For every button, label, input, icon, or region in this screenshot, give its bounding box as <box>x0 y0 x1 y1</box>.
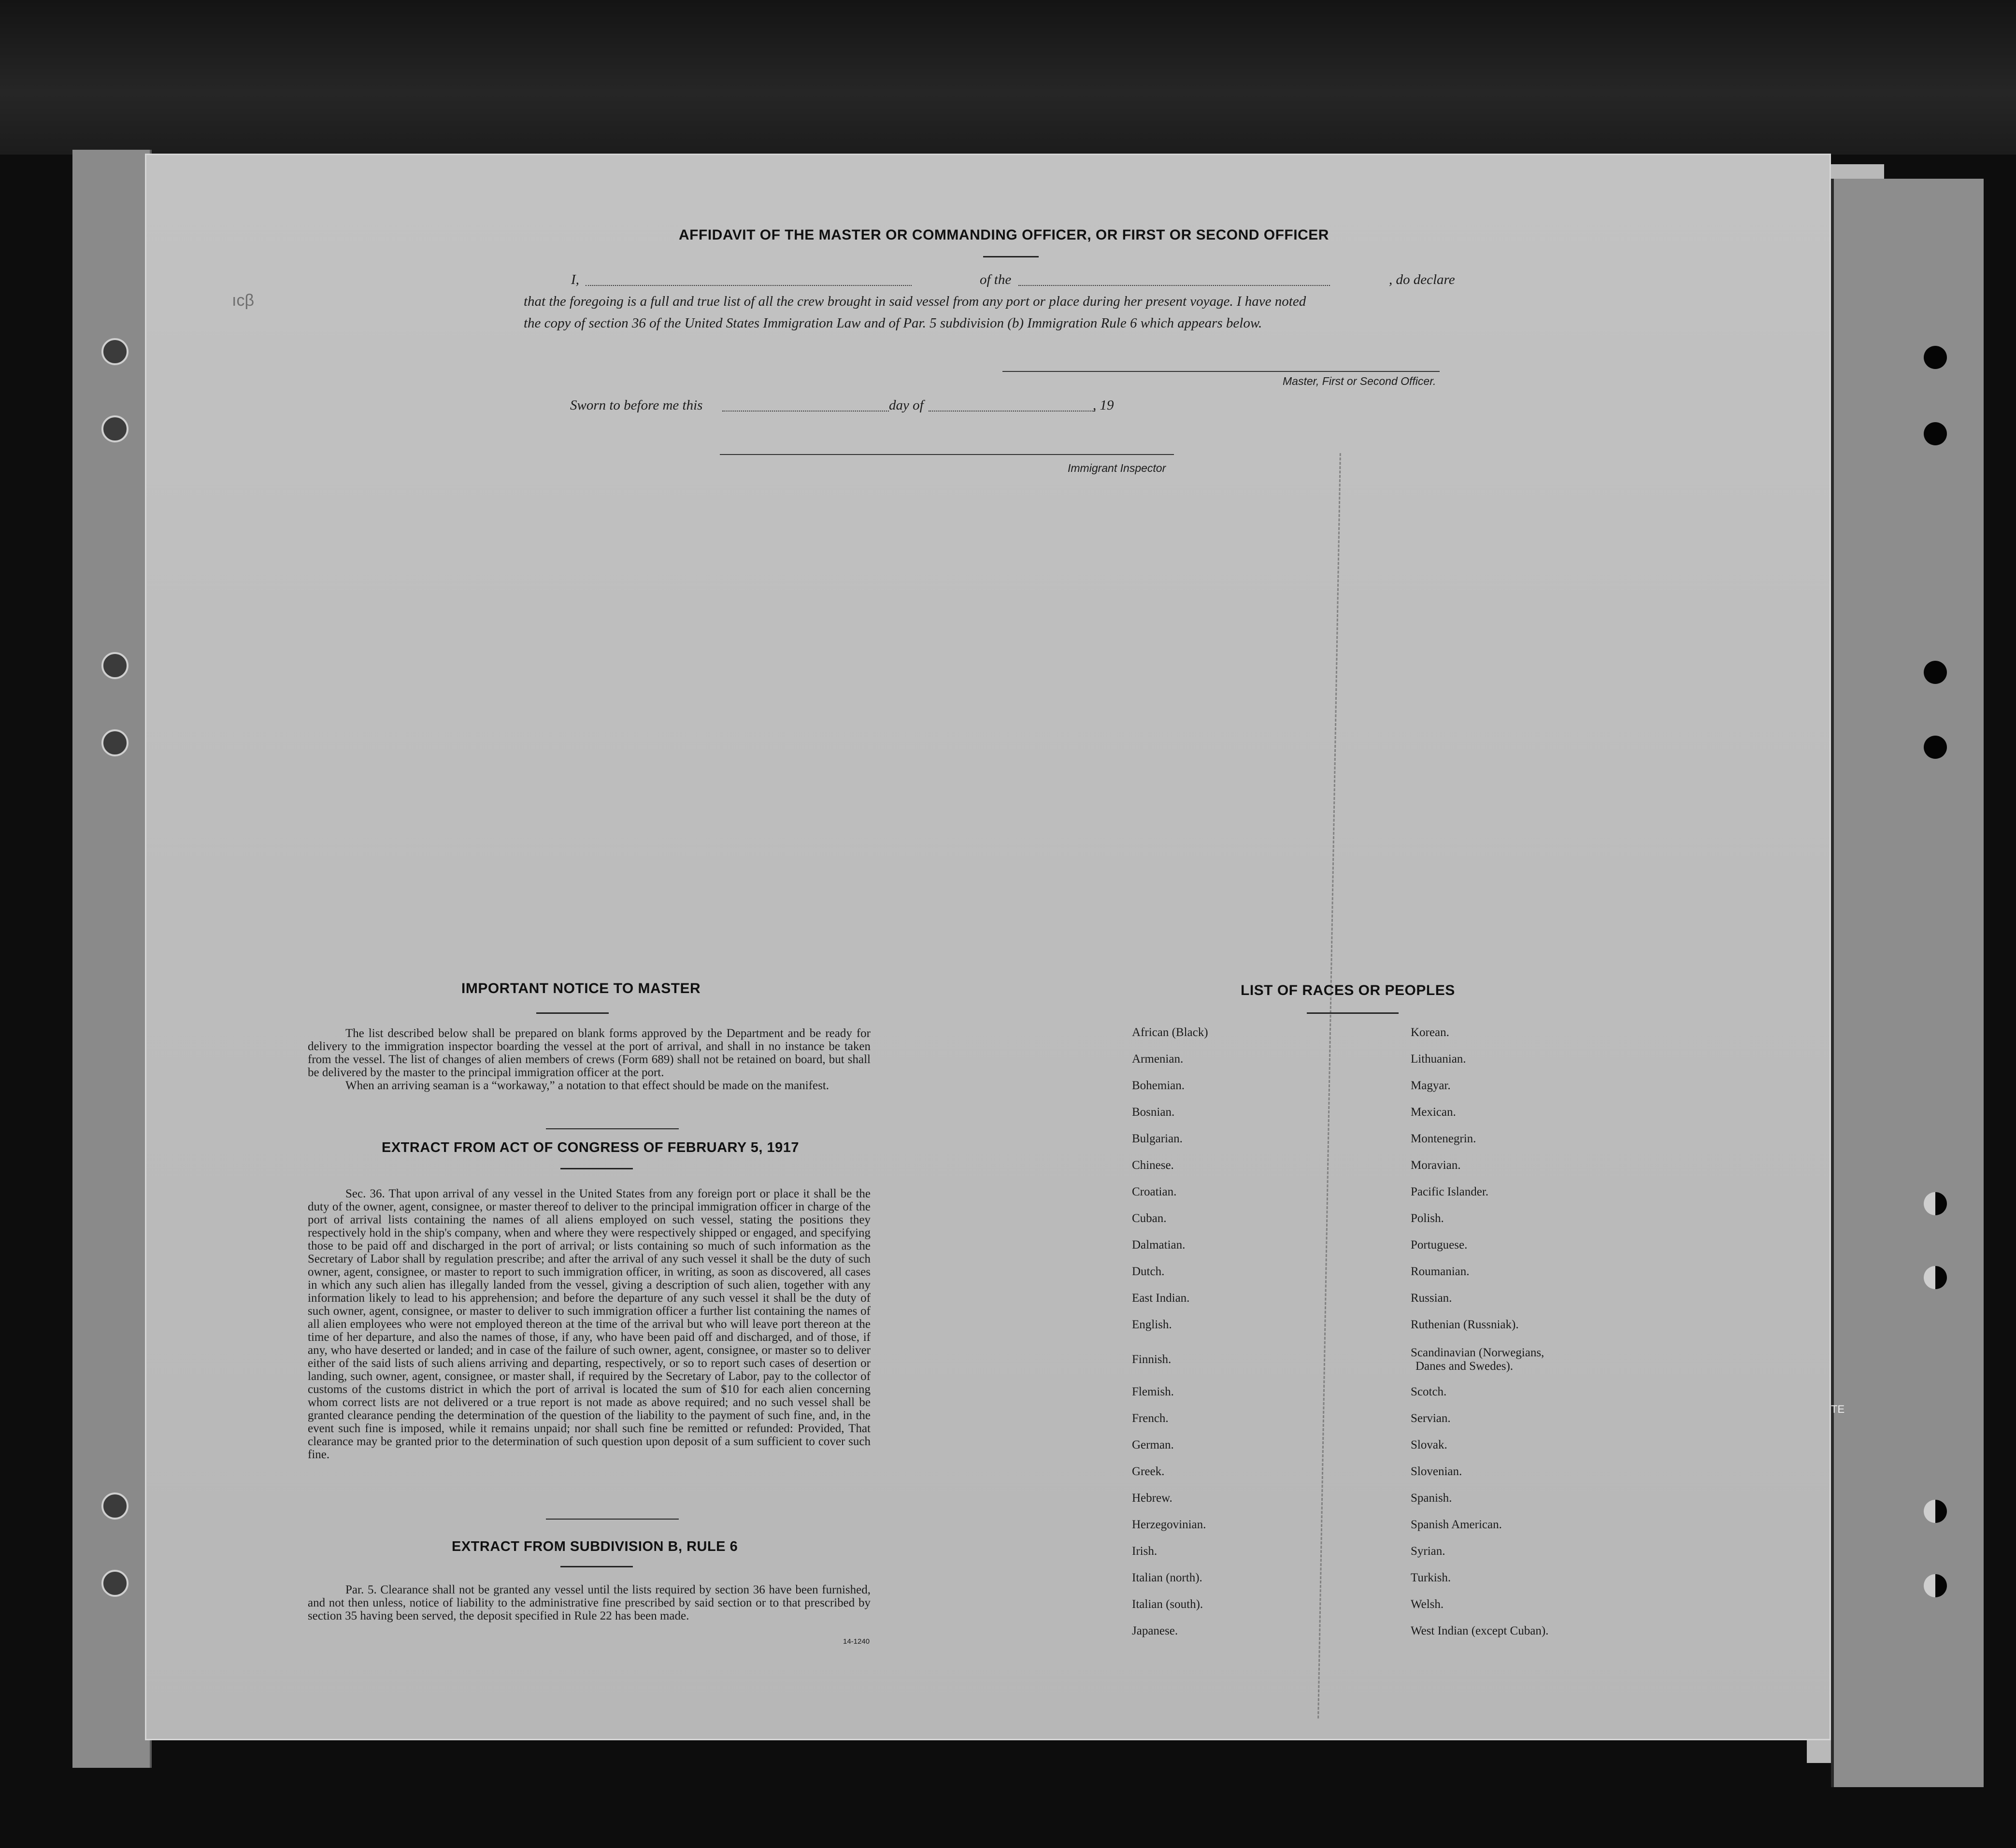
race-item-left: Finnish. <box>1132 1353 1172 1366</box>
race-item-left: African (Black) <box>1132 1026 1208 1039</box>
punch-hole <box>1924 661 1947 684</box>
race-item-left: Bulgarian. <box>1132 1132 1183 1145</box>
race-item-right: Pacific Islander. <box>1411 1185 1489 1198</box>
affidavit-title: AFFIDAVIT OF THE MASTER OR COMMANDING OFFICER, OR FIRST OR SECOND OFFICER <box>679 227 1329 243</box>
races-rule <box>1307 1012 1399 1014</box>
extract-act-title: EXTRACT FROM ACT OF CONGRESS OF FEBRUARY 5, 1917 <box>382 1140 800 1155</box>
race-item-left: Cuban. <box>1132 1212 1167 1225</box>
section-36-text: Sec. 36. That upon arrival of any vessel in the United States from any foreign port or place it shall be the duty of the owner, agent, consignee, or master thereof to deliver to the principal immigration officer in charge of the port of arrival lists containing the names of all aliens employed on such vessel, stating the positions they respectively hold in the ship's company, when and where they were respectively shipped or engaged, and specifying those to be paid off and discharged in the port of arrival; or lists containing so much of such information as the Secretary of Labor shall by regulation prescribe; and after the arrival of any such vessel it shall be the duty of such owner, agent, consignee, or master to report to such immigration officer, in writing, as soon as discovered, all cases in which any such alien has illegally landed from the vessel, giving a description of such alien, together with any information likely to lead to his apprehension; and before the departure of any such vessel it shall be the duty of such owner, agent, consignee, or master to deliver to such immigration officer a further list containing the names of all alien employees who were not employed thereon at the time of the arrival but who will leave port thereon at the time of her departure, and also the names of those, if any, who have been paid off and discharged, and of those, if any, who have deserted or landed; and in case of the failure of such owner, agent, consignee, or master so to deliver either of the said lists of such aliens arriving and departing, respectively, or so to report such cases of desertion or landing, such owner, agent, consignee, or master shall, if required by the Secretary of Labor, pay to the collector of customs of the customs district in which the port of arrival is located the sum of $10 for each alien concerning whom correct lists are not delivered or a true report is not made as above required; and no such vessel shall be granted clearance pending the determination of the question of the liability to the payment of such fine, and, in the event such fine is imposed, while it remains unpaid; nor shall such fine be remitted or refunded: Provided, That clearance may be granted prior to the determination of such question upon deposit of a sum sufficient to cover such fine. <box>308 1187 871 1461</box>
race-item-right: Turkish. <box>1411 1571 1451 1584</box>
affidavit-line3: the copy of section 36 of the United States Immigration Law and of Par. 5 subdivision (b) Immigration Rule 6 which appears below. <box>524 315 1262 331</box>
binding-hole <box>101 729 129 756</box>
race-item-right: Montenegrin. <box>1411 1132 1476 1145</box>
race-item-right: Polish. <box>1411 1212 1444 1225</box>
race-item-left: German. <box>1132 1438 1174 1451</box>
notice-rule <box>536 1012 609 1014</box>
race-item-right: Lithuanian. <box>1411 1052 1466 1066</box>
underlying-sheet-edge <box>1831 179 1984 1787</box>
notice-paragraph-2: When an arriving seaman is a “workaway,” a notation to that effect should be made on the manifest. <box>345 1079 829 1092</box>
races-title: LIST OF RACES OR PEOPLES <box>1241 982 1455 998</box>
punch-hole <box>1924 1500 1947 1523</box>
race-item-left: English. <box>1132 1318 1172 1331</box>
punch-hole <box>1924 1266 1947 1289</box>
inspector-label: Immigrant Inspector <box>1068 462 1166 474</box>
margin-mark: ıcβ <box>232 291 255 310</box>
race-item-left: Dalmatian. <box>1132 1238 1186 1251</box>
edge-text: TE <box>1831 1403 1845 1415</box>
race-item-right: Syrian. <box>1411 1545 1445 1558</box>
extract-act-text <box>308 1187 871 1461</box>
signature-label: Master, First or Second Officer. <box>1283 375 1436 387</box>
sworn-text: Sworn to before me this <box>570 398 703 413</box>
binding-hole <box>101 1493 129 1520</box>
race-item-left: French. <box>1132 1412 1169 1425</box>
race-item-left: Greek. <box>1132 1465 1165 1478</box>
sworn-month-line <box>929 410 1095 412</box>
punch-hole <box>1924 346 1947 369</box>
vessel-line <box>1018 284 1330 286</box>
extract-rule-text <box>308 1583 871 1622</box>
race-item-right: Welsh. <box>1411 1598 1444 1611</box>
race-item-right: Korean. <box>1411 1026 1449 1039</box>
race-item-right: Portuguese. <box>1411 1238 1468 1251</box>
race-item-left: Bohemian. <box>1132 1079 1185 1092</box>
punch-hole <box>1924 1574 1947 1597</box>
race-item-right: Magyar. <box>1411 1079 1451 1092</box>
race-item-right: Mexican. <box>1411 1106 1456 1119</box>
race-item-left: East Indian. <box>1132 1292 1190 1305</box>
document-page <box>145 154 1831 1740</box>
affidavit-of-the: of the <box>980 272 1012 287</box>
section-rule <box>546 1519 679 1520</box>
name-line <box>586 284 912 286</box>
race-item-right: Slovak. <box>1411 1438 1447 1451</box>
race-item-right: Ruthenian (Russniak). <box>1411 1318 1519 1331</box>
form-number: 14-1240 <box>843 1637 870 1646</box>
race-item-left: Herzegovinian. <box>1132 1518 1206 1531</box>
punch-hole <box>1924 1192 1947 1215</box>
race-item-left: Dutch. <box>1132 1265 1165 1278</box>
notice-paragraph-1: The list described below shall be prepared on blank forms approved by the Department and be ready for delivery to the immigration inspector boarding the vessel at the port of arrival, and shall in no instance be taken from the vessel. The list of changes of alien members of crews (Form 689) shall not be retained on board, but shall be delivered by the master to the principal immigration officer at the port. <box>308 1027 871 1079</box>
sworn-day-of: day of <box>889 398 924 413</box>
binding-hole <box>101 652 129 679</box>
binding-hole <box>101 415 129 442</box>
title-rule <box>983 256 1039 257</box>
punch-hole <box>1924 422 1947 445</box>
signature-line <box>1002 370 1440 372</box>
race-item-left: Hebrew. <box>1132 1492 1172 1505</box>
race-item-left: Irish. <box>1132 1545 1158 1558</box>
race-item-left: Chinese. <box>1132 1159 1174 1172</box>
race-item-right: Moravian. <box>1411 1159 1461 1172</box>
punch-hole <box>1924 736 1947 759</box>
race-item-right: Scandinavian (Norwegians, <box>1411 1346 1544 1359</box>
race-item-left: Japanese. <box>1132 1624 1178 1637</box>
extract-act-rule <box>560 1168 633 1169</box>
affidavit-i: I, <box>571 272 579 287</box>
race-item-right: West Indian (except Cuban). <box>1411 1624 1549 1637</box>
race-item-left: Italian (south). <box>1132 1598 1203 1611</box>
race-item-left: Croatian. <box>1132 1185 1177 1198</box>
sworn-day-line <box>722 410 889 412</box>
race-item-right: Spanish American. <box>1411 1518 1502 1531</box>
binding-edge <box>72 150 152 1768</box>
notice-title: IMPORTANT NOTICE TO MASTER <box>461 981 701 996</box>
binding-hole <box>101 1570 129 1597</box>
race-item-right: Slovenian. <box>1411 1465 1462 1478</box>
race-item-right: Scotch. <box>1411 1385 1447 1398</box>
inspector-line <box>720 453 1174 455</box>
sworn-year: , 19 <box>1093 398 1114 413</box>
race-item-right: Danes and Swedes). <box>1415 1360 1514 1373</box>
race-item-left: Armenian. <box>1132 1052 1184 1066</box>
par-5-text: Par. 5. Clearance shall not be granted any vessel until the lists required by section 36 have been furnished, and not then unless, notice of liability to the administrative fine prescribed by said section or to that prescribed by section 35 having been served, the deposit specified in Rule 22 has been made. <box>308 1583 871 1622</box>
binding-hole <box>101 338 129 365</box>
race-item-right: Spanish. <box>1411 1492 1452 1505</box>
extract-rule-rule <box>560 1566 633 1567</box>
race-item-right: Servian. <box>1411 1412 1451 1425</box>
affidavit-line2: that the foregoing is a full and true list of all the crew brought in said vessel from any port or place during her present voyage. I have noted <box>524 294 1306 309</box>
race-item-right: Roumanian. <box>1411 1265 1470 1278</box>
section-rule <box>546 1128 679 1129</box>
notice-text <box>308 1027 871 1092</box>
race-item-left: Bosnian. <box>1132 1106 1175 1119</box>
affidavit-declare: , do declare <box>1389 272 1455 287</box>
race-item-right: Russian. <box>1411 1292 1452 1305</box>
pencil-tick-column <box>1317 453 1343 1719</box>
race-item-left: Italian (north). <box>1132 1571 1202 1584</box>
extract-rule-title: EXTRACT FROM SUBDIVISION B, RULE 6 <box>452 1539 738 1554</box>
race-item-left: Flemish. <box>1132 1385 1174 1398</box>
scan-background <box>0 0 2016 155</box>
